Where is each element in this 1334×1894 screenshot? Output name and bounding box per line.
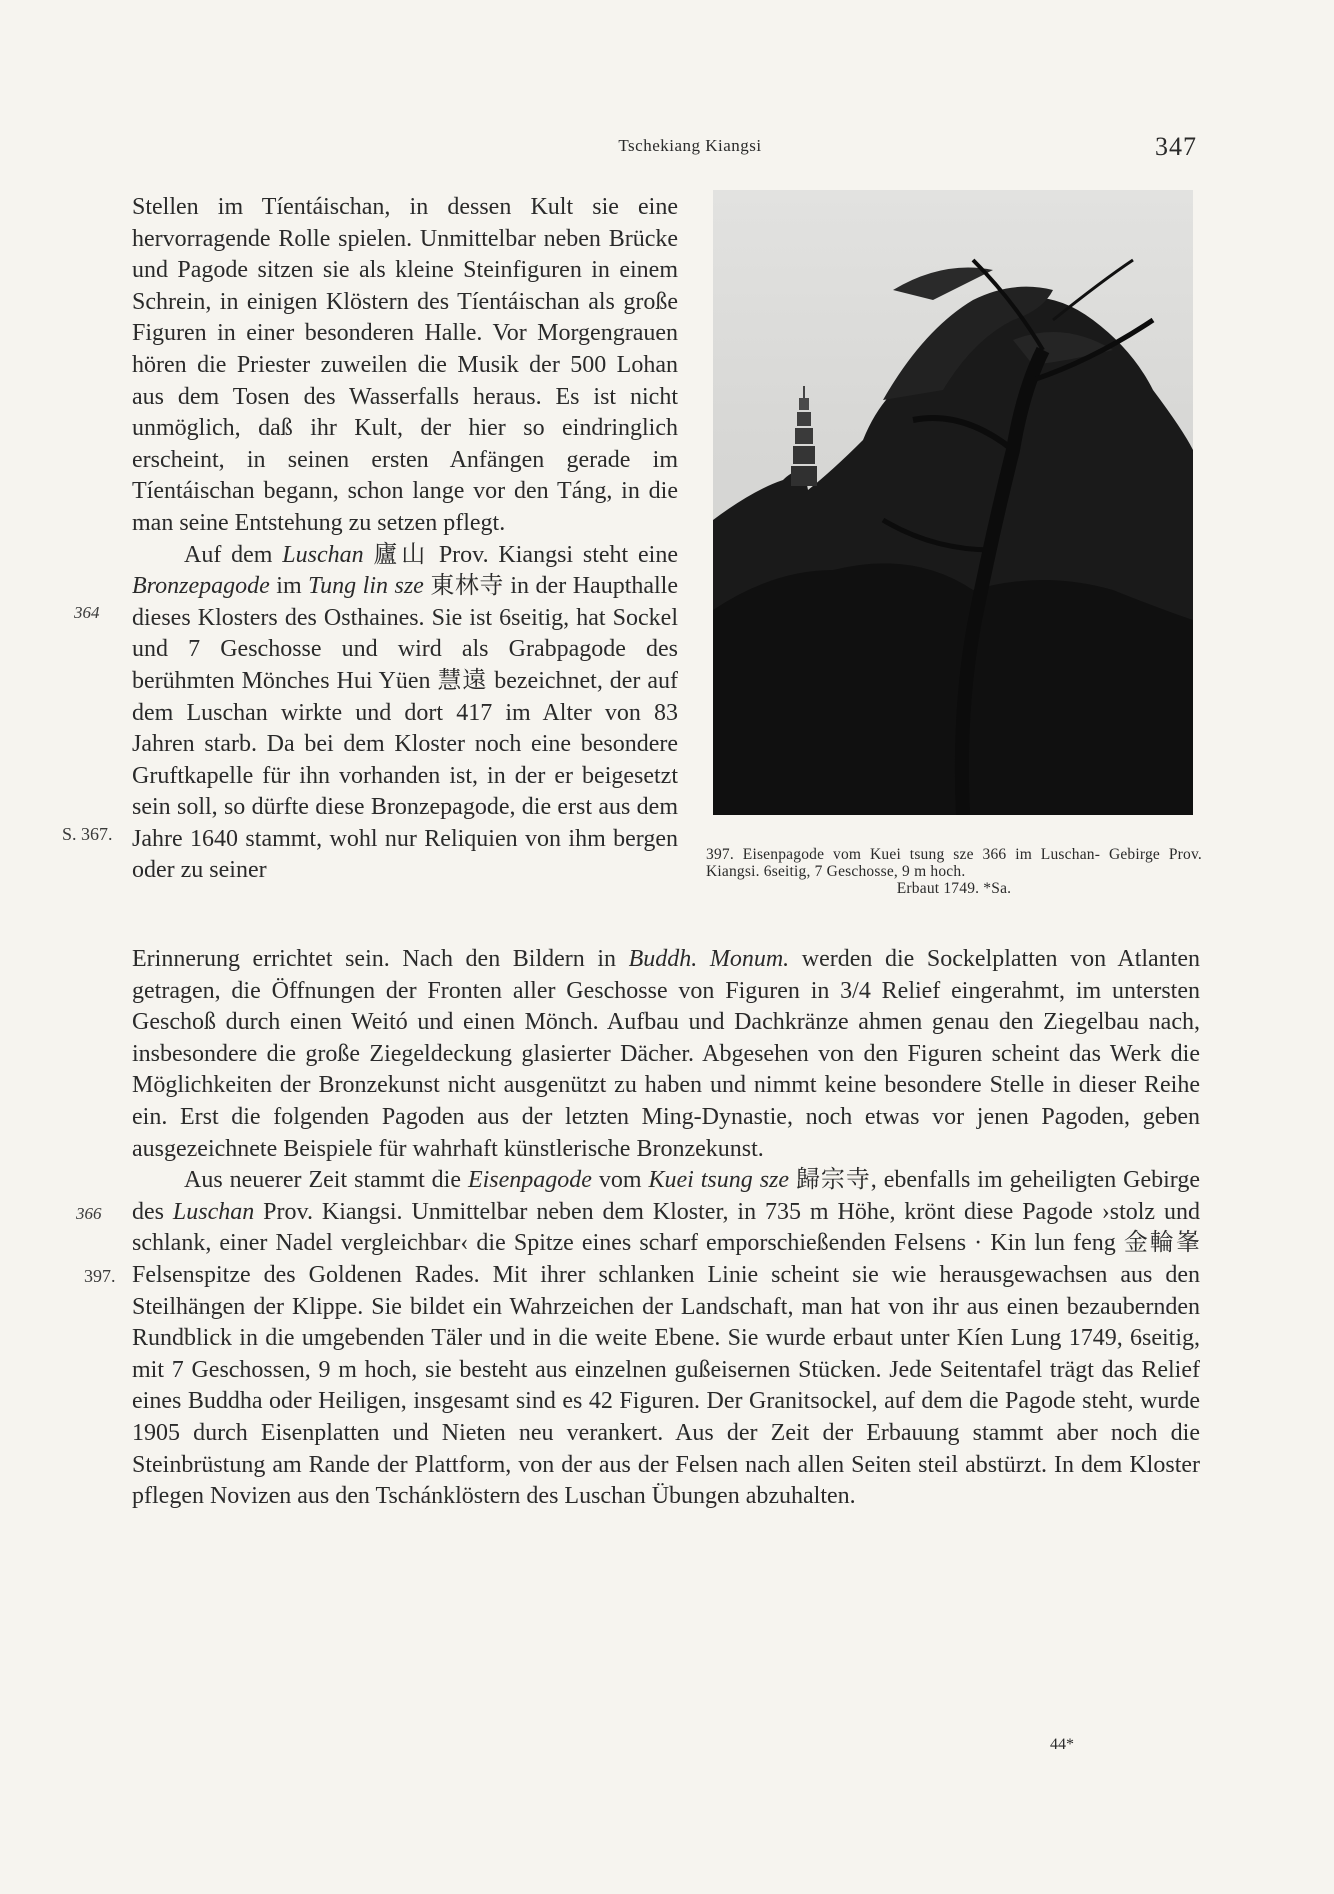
paragraph: Aus neuerer Zeit stammt die Eisenpagode vom Kuei tsung sze 歸宗寺, ebenfalls im geheiligten Gebirge des Luschan Prov. Kiangsi. Unmittelbar neben dem Kloster, in 735 m Höhe, krönt diese Pagode ›stolz und schlank, einer Nadel vergleichbar‹ die Spitze eines scharf emporschießenden Felsens · Kin lun feng 金輪峯 Felsenspitze des Goldenen Rades. Mit ihrer schlanken Linie scheint sie wie herausgewachsen aus den Steilhängen der Klippe. Sie bildet ein Wahrzeichen der Landschaft, man hat von ihr aus einen bezaubernden Rundblick in die umgebenden Täler und in die weite Ebene. Sie wurde erbaut unter Kíen Lung 1749, 6seitig, mit 7 Geschossen, 9 m hoch, sie besteht aus einzelnen gußeisernen Stücken. Jede Seitentafel trägt das Relief eines Buddha oder Heiligen, insgesamt sind es 42 Figuren. Der Granitsockel, auf dem die Pagode steht, wurde 1905 durch Eisenplatten und Nieten neu verankert. Aus der Zeit der Erbauung stammt aber noch die Steinbrüstung am Rande der Plattform, von der aus der Felsen nach allen Seiten steil abstürzt. In dem Kloster pflegen Novizen aus den Tschánklöstern des Luschan Übungen abzuhalten. [132, 1167, 1200, 1510]
paragraph: Erinnerung errichtet sein. Nach den Bildern in Buddh. Monum. werden die Sockelplatten von Atlanten getragen, die Öffnungen der Fronten aller Geschosse von Figuren in 3/4 Relief eingerahmt, im untersten Geschoß durch einen Weitó und einen Mönch. Aufbau und Dachkränze ahmen genau den Ziegelbau nach, insbesondere die große Ziegeldeckung glasierter Dächer. Abgesehen von den Figuren scheint das Werk die Möglichkeiten der Bronzekunst nicht ausgenützt zu haben und nimmt keine besondere Stelle in dieser Reihe ein. Erst die folgenden Pagoden aus der letzten Ming-Dynastie, noch etwas vor jenen Pagoden, geben ausgezeichnete Beispiele für wahrhaft künstlerische Bronzekunst. [132, 946, 1201, 1162]
caption-line: 397. Eisenpagode vom Kuei tsung sze 366 im Luschan- [706, 846, 1101, 863]
margin-note: 364 [74, 603, 100, 622]
figure-photo [713, 190, 1193, 815]
running-title: Tschekiang Kiangsi [618, 136, 762, 155]
margin-note: 397. [84, 1266, 116, 1286]
left-column-text [132, 192, 678, 887]
paragraph: Stellen im Tíentáischan, in dessen Kult sie eine hervorragende Rolle spielen. Unmittelbar neben Brücke und Pagode sitzen sie als kleine Steinfiguren in einem Schrein, in einigen Klöstern des Tíentáischan als große Figuren in einer besonderen Halle. Vor Morgengrauen hören die Priester zuweilen die Musik der 500 Lohan aus dem Tosen des Wasserfalls heraus. Es ist nicht unmöglich, daß ihr Kult, der hier so eindringlich erscheint, in seinen ersten Anfängen gerade im Tíentáischan begann, schon lange vor den Táng, in die man seine Entstehung zu setzen pflegt. [132, 194, 678, 536]
caption-line: Erbaut 1749. *Sa. [896, 880, 1012, 897]
full-width-text [132, 944, 1200, 1513]
signature-mark: 44* [1050, 1736, 1074, 1753]
caption-line: Gebirge Prov. Kiangsi. 6seitig, 7 Geschosse, 9 m hoch. [706, 846, 1202, 880]
paragraph: Auf dem Luschan 廬山 Prov. Kiangsi steht eine Bronzepagode im Tung lin sze 東林寺 in der Haupthalle dieses Klosters des Osthaines. Sie ist 6seitig, hat Sockel und 7 Geschosse und wird als Grabpagode des berühmten Mönches Hui Yüen 慧遠 bezeichnet, der auf dem Luschan wirkte und dort 417 im Alter von 83 Jahren starb. Da bei dem Kloster noch eine besondere Gruftkapelle für ihn vorhanden ist, in der er beigesetzt sein soll, so dürfte diese Bronzepagode, die erst aus dem Jahre 1640 stammt, wohl nur Reliquien von ihm bergen oder zu seiner [132, 541, 678, 884]
page-number: 347 [1155, 132, 1197, 161]
margin-note: S. 367. [62, 824, 113, 844]
figure-caption [706, 846, 1202, 897]
margin-note: 366 [76, 1204, 102, 1223]
